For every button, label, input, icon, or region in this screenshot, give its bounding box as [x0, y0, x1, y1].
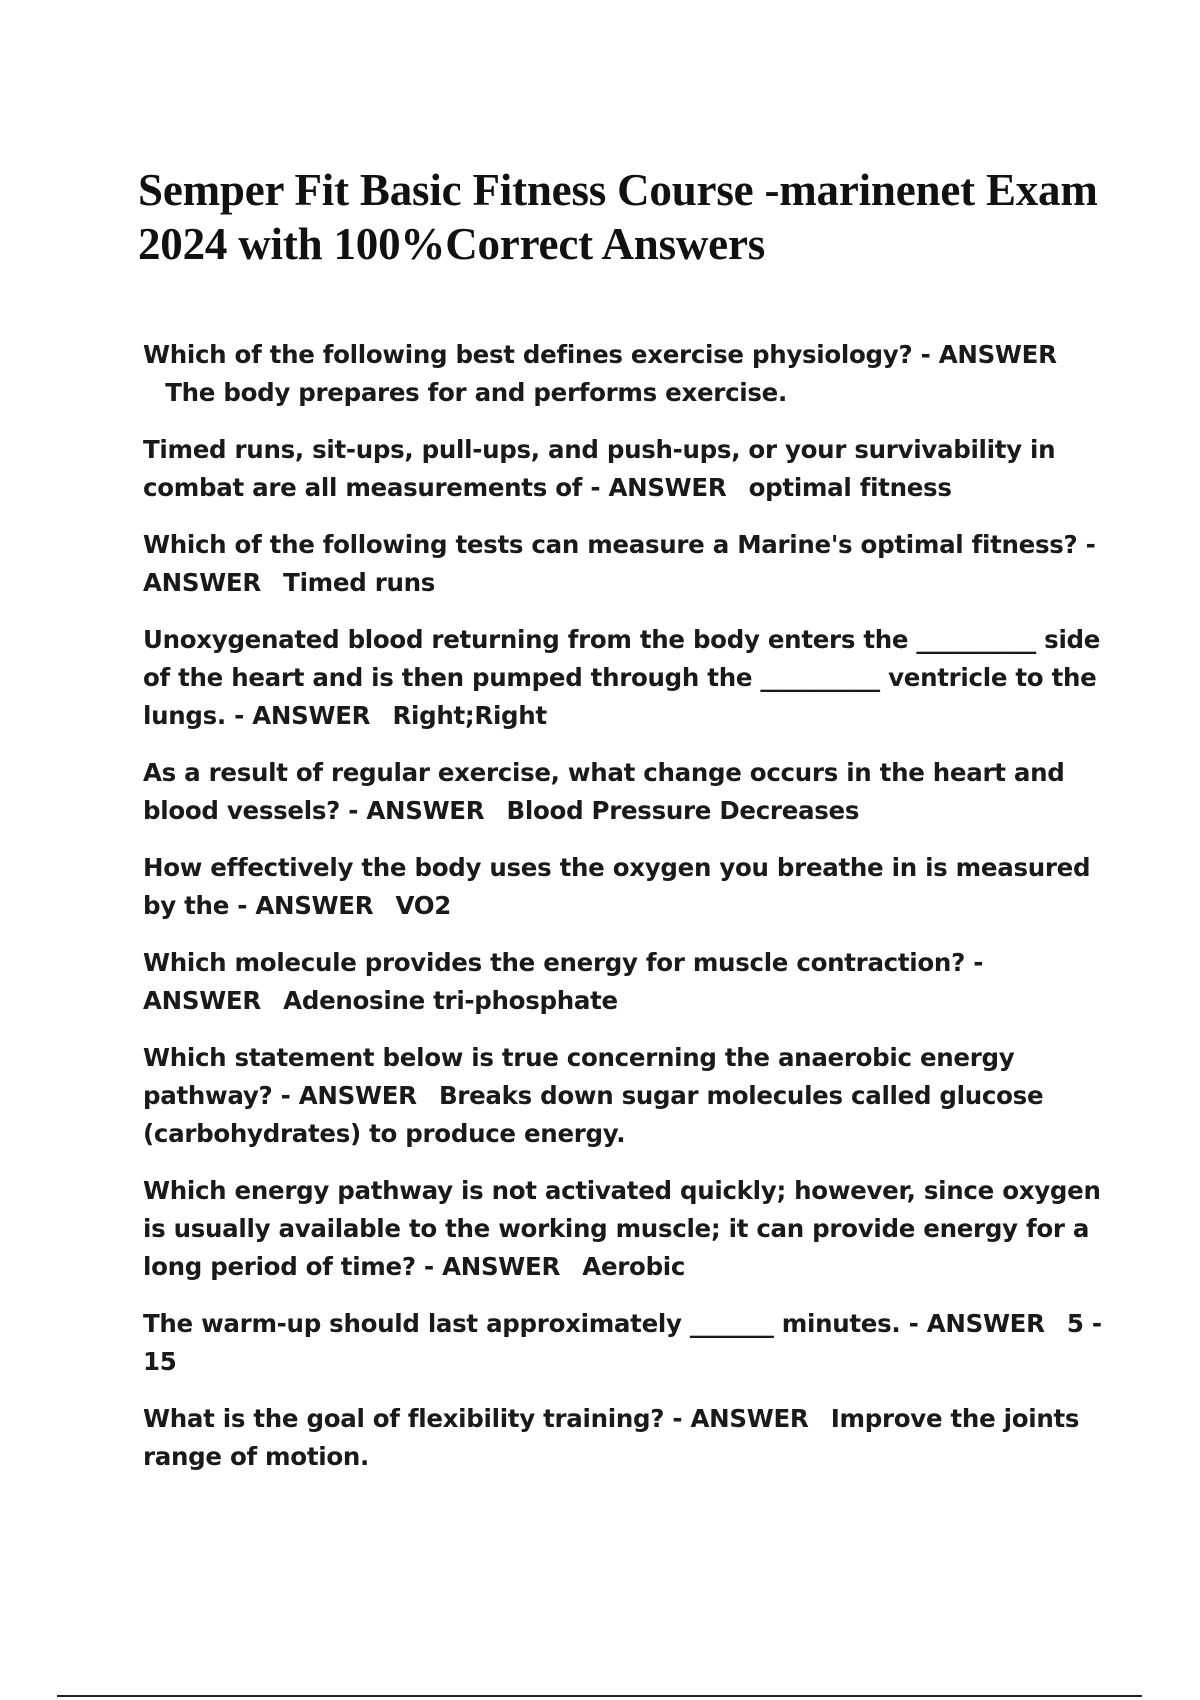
question-text: Unoxygenated blood returning from the body enters the __________ side of the heart and is then pumped through the __________ ventricle to the lungs. — [143, 625, 1101, 730]
footer-divider — [57, 1695, 1142, 1697]
answer-text: Timed runs — [283, 568, 436, 597]
answer-text: Improve the joints range of motion. — [143, 1404, 1080, 1471]
answer-text: optimal fitness — [748, 473, 952, 502]
answer-label: - ANSWER — [280, 1081, 417, 1110]
answer-text: 5 - 15 — [143, 1309, 1102, 1376]
question-text: Which of the following tests can measure a Marine's optimal fitness? — [143, 530, 1078, 559]
answer-label: - ANSWER — [143, 948, 984, 1015]
qa-item — [143, 1305, 1103, 1381]
answer-text: VO2 — [395, 891, 452, 920]
answer-label: - ANSWER — [590, 473, 727, 502]
answer-label: - ANSWER — [237, 891, 374, 920]
qa-item — [143, 621, 1103, 735]
question-text: Which molecule provides the energy for muscle contraction? — [143, 948, 965, 977]
qa-item — [143, 526, 1103, 602]
question-text: Which statement below is true concerning the anaerobic energy pathway? — [143, 1043, 1015, 1110]
question-text: As a result of regular exercise, what change occurs in the heart and blood vessels? — [143, 758, 1065, 825]
answer-label: - ANSWER — [348, 796, 485, 825]
answer-label: - ANSWER — [424, 1252, 561, 1281]
question-text: Which of the following best defines exercise physiology? — [143, 340, 913, 369]
question-text: What is the goal of flexibility training? — [143, 1404, 665, 1433]
answer-label: - ANSWER — [672, 1404, 809, 1433]
answer-text: Blood Pressure Decreases — [506, 796, 860, 825]
answer-text: Aerobic — [582, 1252, 686, 1281]
question-text: Which energy pathway is not activated quickly; however, since oxygen is usually available to the working muscle; it can provide energy for a long period of time? — [143, 1176, 1101, 1281]
answer-text: Breaks down sugar molecules called glucose (carbohydrates) to produce energy. — [143, 1081, 1044, 1148]
answer-label: - ANSWER — [908, 1309, 1045, 1338]
qa-item — [143, 754, 1103, 830]
question-text: The warm-up should last approximately _______ minutes. — [143, 1309, 901, 1338]
question-text: How effectively the body uses the oxygen you breathe in is measured by the — [143, 853, 1091, 920]
answer-label: - ANSWER — [234, 701, 371, 730]
qa-item — [143, 1400, 1103, 1476]
qa-item — [143, 849, 1103, 925]
qa-item — [143, 1172, 1103, 1286]
qa-list — [143, 336, 1103, 1495]
answer-label: - ANSWER — [920, 340, 1057, 369]
answer-text: Right;Right — [392, 701, 547, 730]
qa-item — [143, 336, 1103, 412]
answer-label: - ANSWER — [143, 530, 1096, 597]
qa-item — [143, 1039, 1103, 1153]
qa-item — [143, 944, 1103, 1020]
answer-text: The body prepares for and performs exercise. — [165, 378, 788, 407]
qa-item — [143, 431, 1103, 507]
document-title: Semper Fit Basic Fitness Course -marinenet Exam 2024 with 100%Correct Answers — [138, 165, 1098, 269]
answer-text: Adenosine tri-phosphate — [283, 986, 618, 1015]
question-text: Timed runs, sit-ups, pull-ups, and push-ups, or your survivability in combat are all measurements of — [143, 435, 1056, 502]
